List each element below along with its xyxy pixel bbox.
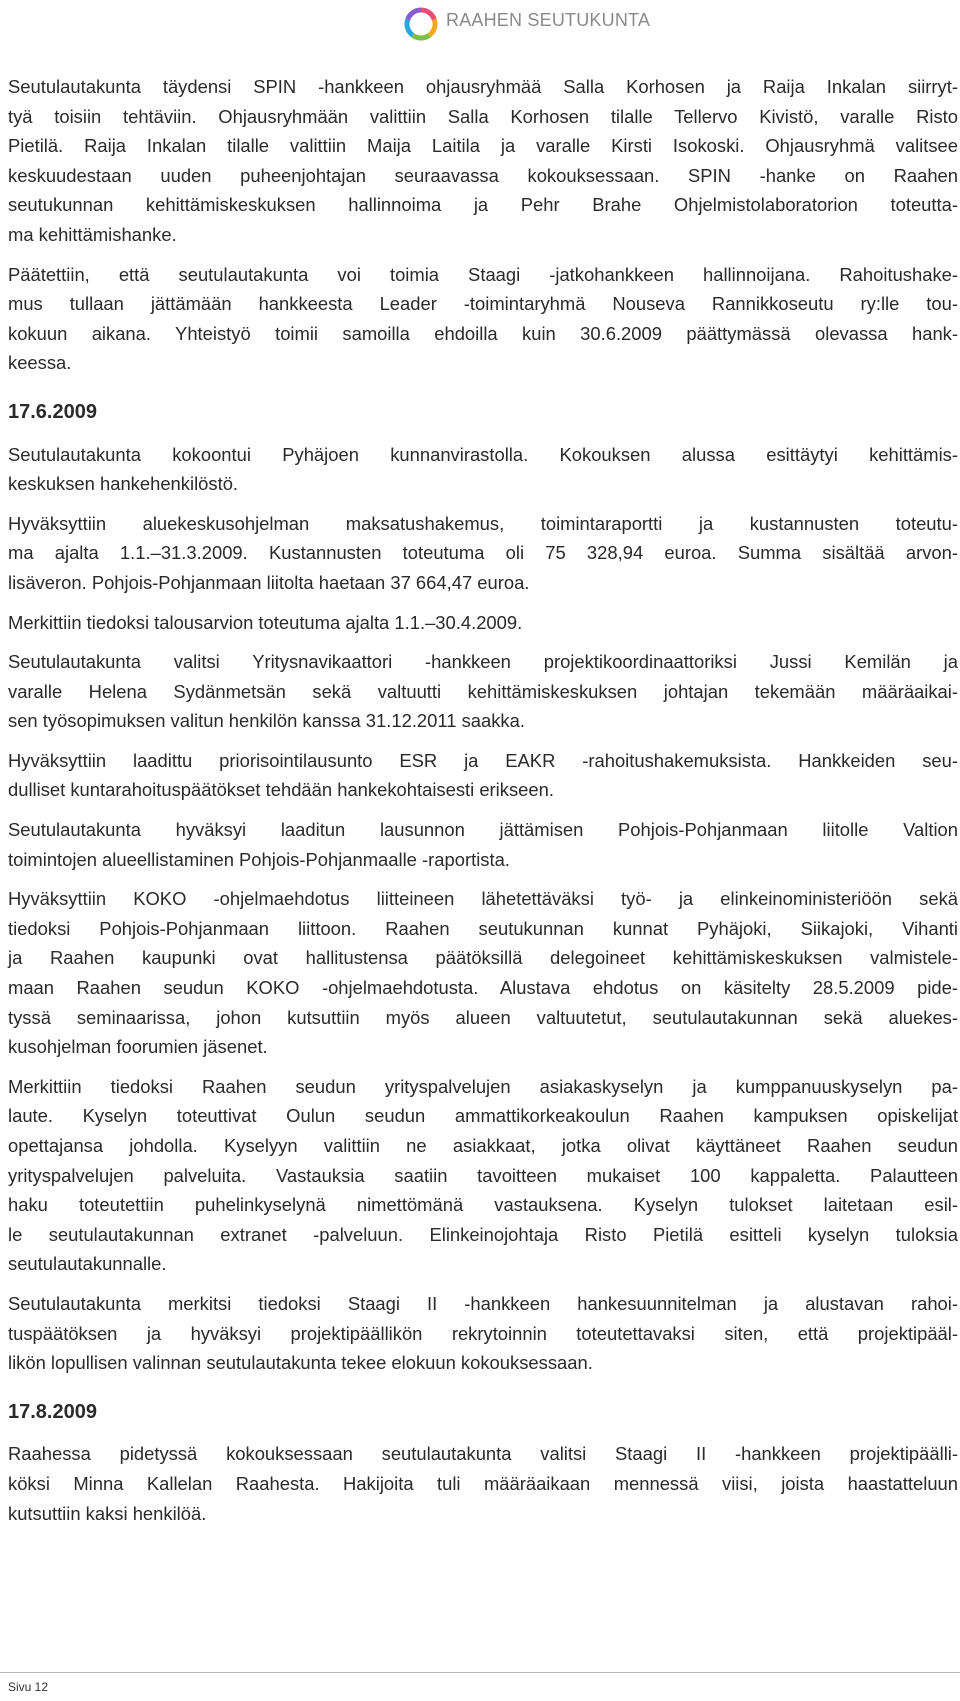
paragraph-line: seutulautakunnalle. [8, 1253, 167, 1275]
paragraph-line: Seutulautakunta valitsi Yritysnavikaattori -hankkeen projektikoordinaattoriksi Jussi Kemilän ja [8, 651, 958, 673]
paragraph [8, 1072, 958, 1279]
paragraph-line: tuspäätöksen ja hyväksyi projektipäällikön rekrytoinnin toteutettavaksi siten, että projektipääl- [8, 1322, 958, 1344]
paragraph-line: mus tullaan jättämään hankkeesta Leader -toimintaryhmä Nouseva Rannikkoseutu ry:lle tou- [8, 293, 958, 315]
paragraph [8, 72, 958, 250]
paragraph-line: yrityspalvelujen palveluita. Vastauksia saatiin tavoitteen mukaiset 100 kappaletta. Palautteen [8, 1164, 958, 1186]
paragraph-line: kokuun aikana. Yhteistyö toimii samoilla ehdoilla kuin 30.6.2009 päättymässä olevassa hank- [8, 322, 958, 344]
paragraph [8, 608, 958, 638]
paragraph-line: sen työsopimuksen valitun henkilön kanssa 31.12.2011 saakka. [8, 710, 525, 732]
paragraph-line: Seutulautakunta täydensi SPIN -hankkeen ohjausryhmää Salla Korhosen ja Raija Inkalan siirryt- [8, 76, 958, 97]
logo-ring-segment [413, 35, 429, 38]
paragraph-line: kusohjelman foorumien jäsenet. [8, 1036, 268, 1058]
paragraph-line: keskuudestaan uuden puheenjohtajan seuraavassa kokouksessaan. SPIN -hanke on Raahen [8, 164, 958, 186]
paragraph-line: tyä toisiin tehtäviin. Ohjausryhmään valittiin Salla Korhosen tilalle Tellervo Kivistö, varalle Risto [8, 105, 958, 127]
paragraph-line: Seutulautakunta kokoontui Pyhäjoen kunnanvirastolla. Kokouksen alussa esittäytyi kehittämis- [8, 443, 958, 465]
paragraph-line: Hyväksyttiin KOKO -ohjelmaehdotus liitteineen lähetettäväksi työ- ja elinkeinoministeriöön sekä [8, 888, 958, 910]
section-date: 17.8.2009 [8, 1400, 97, 1423]
logo-ring-segment [407, 20, 413, 36]
paragraph [8, 884, 958, 1062]
page-header [0, 0, 960, 56]
paragraph-line: tyssä seminaarissa, johon kutsuttiin myös alueen valtuutetut, seutulautakunnan sekä aluekes- [8, 1006, 958, 1028]
logo-ring-segment [429, 20, 435, 36]
paragraph [8, 647, 958, 736]
paragraph [8, 1439, 958, 1528]
paragraph-line: Raahessa pidetyssä kokouksessaan seutulautakunta valitsi Staagi II -hankkeen projektipäälli- [8, 1443, 958, 1465]
document-body [8, 72, 958, 1538]
paragraph [8, 1289, 958, 1378]
paragraph-line: Merkittiin tiedoksi Raahen seudun yrityspalvelujen asiakaskyselyn ja kumppanuuskyselyn pa- [8, 1075, 958, 1097]
paragraph-line: Merkittiin tiedoksi talousarvion toteutuma ajalta 1.1.–30.4.2009. [8, 611, 523, 633]
paragraph-line: maan Raahen seudun KOKO -ohjelmaehdotusta. Alustava ehdotus on käsitelty 28.5.2009 pide- [8, 977, 958, 999]
paragraph-line: Päätettiin, että seutulautakunta voi toimia Staagi -jatkohankkeen hallinnoijana. Rahoitushake- [8, 263, 958, 285]
paragraph-line: lisäveron. Pohjois-Pohjanmaan liitolta haetaan 37 664,47 euroa. [8, 571, 530, 593]
paragraph-line: varalle Helena Sydänmetsän sekä valtuutti kehittämiskeskuksen johtajan tekemään määräaikai- [8, 680, 958, 702]
paragraph [8, 815, 958, 874]
section-date: 17.6.2009 [8, 400, 97, 423]
logo-ring-segment [421, 10, 434, 20]
paragraph-line: ma kehittämishanke. [8, 223, 177, 245]
paragraph-line: haku toteutettiin puhelinkyselynä nimettömänä vastauksena. Kyselyn tulokset laitetaan esil- [8, 1194, 958, 1216]
paragraph-line: le seutulautakunnan extranet -palveluun. Elinkeinojohtaja Risto Pietilä esitteli kyselyn tuloksia [8, 1223, 958, 1245]
paragraph-line: Pietilä. Raija Inkalan tilalle valittiin Maija Laitila ja varalle Kirsti Isokoski. Ohjausryhmä valitsee [8, 135, 958, 157]
paragraph-line: keskuksen hankehenkilöstö. [8, 473, 239, 495]
paragraph-line: Hyväksyttiin laadittu priorisointilausunto ESR ja EAKR -rahoitushakemuksista. Hankkeiden seu- [8, 749, 958, 771]
paragraph-line: seutukunnan kehittämiskeskuksen hallinnoima ja Pehr Brahe Ohjelmistolaboratorion toteutta- [8, 194, 958, 216]
logo-text: RAAHEN SEUTUKUNTA [446, 10, 651, 30]
page-number: Sivu 12 [8, 1680, 49, 1694]
paragraph [8, 260, 958, 378]
logo-ring-segment [408, 10, 421, 20]
paragraph-line: Seutulautakunta merkitsi tiedoksi Staagi II -hankkeen hankesuunnitelman ja alustavan rahoi- [8, 1292, 958, 1314]
footer-divider [0, 1672, 960, 1673]
paragraph-line: kutsuttiin kaksi henkilöä. [8, 1502, 207, 1524]
paragraph-line: köksi Minna Kallelan Raahesta. Hakijoita tuli määräaikaan mennessä viisi, joista haastatteluun [8, 1472, 958, 1494]
paragraph-line: laute. Kyselyn toteuttivat Oulun seudun ammattikorkeakoulun Raahen kampuksen opiskelijat [8, 1105, 958, 1127]
paragraph-line: ja Raahen kaupunki ovat hallitustensa päätöksillä delegoineet kehittämiskeskuksen valmistele- [8, 947, 958, 969]
logo-ring-icon [401, 4, 441, 44]
paragraph-line: Seutulautakunta hyväksyi laaditun lausunnon jättämisen Pohjois-Pohjanmaan liitolle Valtion [8, 819, 958, 841]
paragraph-line: Hyväksyttiin aluekeskusohjelman maksatushakemus, toimintaraportti ja kustannusten toteutu- [8, 512, 958, 534]
paragraph-line: toimintojen alueellistaminen Pohjois-Pohjanmaalle -raportista. [8, 848, 510, 870]
paragraph-line: dulliset kuntarahoituspäätökset tehdään hankekohtaisesti erikseen. [8, 779, 554, 801]
paragraph-line: keessa. [8, 352, 72, 374]
paragraph [8, 746, 958, 805]
paragraph [8, 440, 958, 499]
paragraph-line: ma ajalta 1.1.–31.3.2009. Kustannusten toteutuma oli 75 328,94 euroa. Summa sisältää arvon- [8, 542, 958, 564]
paragraph [8, 509, 958, 598]
paragraph-line: likön lopullisen valinnan seutulautakunta tekee elokuun kokouksessaan. [8, 1352, 593, 1374]
paragraph-line: opettajansa johdolla. Kyselyyn valittiin ne asiakkaat, jotka olivat käyttäneet Raahen seudun [8, 1135, 958, 1156]
paragraph-line: tiedoksi Pohjois-Pohjanmaan liittoon. Raahen seutukunnan kunnat Pyhäjoki, Siikajoki, Vihanti [8, 917, 958, 939]
